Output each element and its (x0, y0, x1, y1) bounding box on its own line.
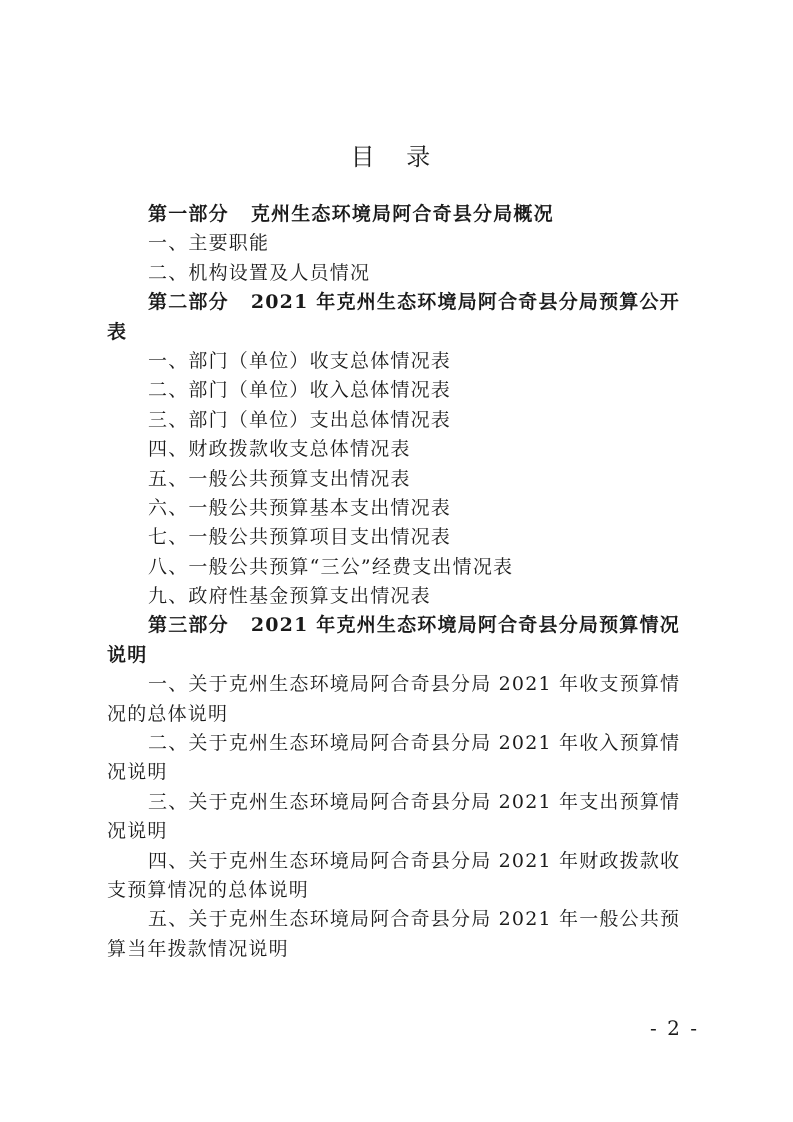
toc-item-part2-9[interactable]: 九、政府性基金预算支出情况表 (148, 585, 431, 608)
part2-heading[interactable] (107, 288, 697, 317)
toc-item-part1-1[interactable]: 一、主要职能 (148, 232, 270, 255)
toc-item-part2-6[interactable]: 六、一般公共预算基本支出情况表 (148, 496, 452, 519)
toc-item-part2-1[interactable]: 一、部门（单位）收支总体情况表 (148, 349, 452, 372)
part3-heading-continued[interactable]: 说明 (107, 643, 148, 666)
toc-item-part3-2[interactable]: 二、关于克州生态环境局阿合奇县分局 2021 年收入预算情 (148, 732, 681, 755)
toc-item-part3-3[interactable]: 三、关于克州生态环境局阿合奇县分局 2021 年支出预算情 (148, 790, 681, 813)
part3-heading[interactable] (107, 611, 697, 640)
part2-heading-continued[interactable]: 表 (107, 320, 128, 343)
toc-item-part3-1-continued[interactable]: 况的总体说明 (107, 702, 229, 725)
part3-title: 2021 年克州生态环境局阿合奇县分局预算情况 (250, 614, 680, 637)
page-number: - 2 - (650, 1016, 699, 1040)
part3-label: 第三部分 (148, 614, 229, 637)
toc-item-part1-2[interactable]: 二、机构设置及人员情况 (148, 261, 371, 284)
toc-item-part3-1[interactable]: 一、关于克州生态环境局阿合奇县分局 2021 年收支预算情 (148, 673, 681, 696)
toc-item-part3-2-continued[interactable]: 况说明 (107, 761, 168, 784)
toc-item-part2-4[interactable]: 四、财政拨款收支总体情况表 (148, 438, 411, 461)
part1-heading[interactable] (107, 200, 697, 229)
toc-item-part2-8[interactable]: 八、一般公共预算“三公”经费支出情况表 (148, 555, 514, 578)
part1-title: 克州生态环境局阿合奇县分局概况 (250, 203, 554, 225)
toc-item-part3-5-continued[interactable]: 算当年拨款情况说明 (107, 937, 289, 960)
toc-item-part3-5[interactable]: 五、关于克州生态环境局阿合奇县分局 2021 年一般公共预 (148, 908, 681, 931)
toc-item-part3-4[interactable]: 四、关于克州生态环境局阿合奇县分局 2021 年财政拨款收 (148, 849, 681, 872)
toc-item-part2-3[interactable]: 三、部门（单位）支出总体情况表 (148, 408, 452, 431)
part2-label: 第二部分 (148, 291, 229, 314)
toc-item-part2-7[interactable]: 七、一般公共预算项目支出情况表 (148, 526, 452, 549)
toc-item-part3-4-continued[interactable]: 支预算情况的总体说明 (107, 878, 310, 901)
toc-item-part2-2[interactable]: 二、部门（单位）收入总体情况表 (148, 379, 452, 402)
part2-title: 2021 年克州生态环境局阿合奇县分局预算公开 (250, 291, 680, 314)
page-title: 目 录 (350, 143, 443, 171)
toc-item-part2-5[interactable]: 五、一般公共预算支出情况表 (148, 467, 411, 490)
toc-item-part3-3-continued[interactable]: 况说明 (107, 820, 168, 843)
table-of-contents (107, 200, 697, 964)
part1-label: 第一部分 (148, 203, 229, 225)
